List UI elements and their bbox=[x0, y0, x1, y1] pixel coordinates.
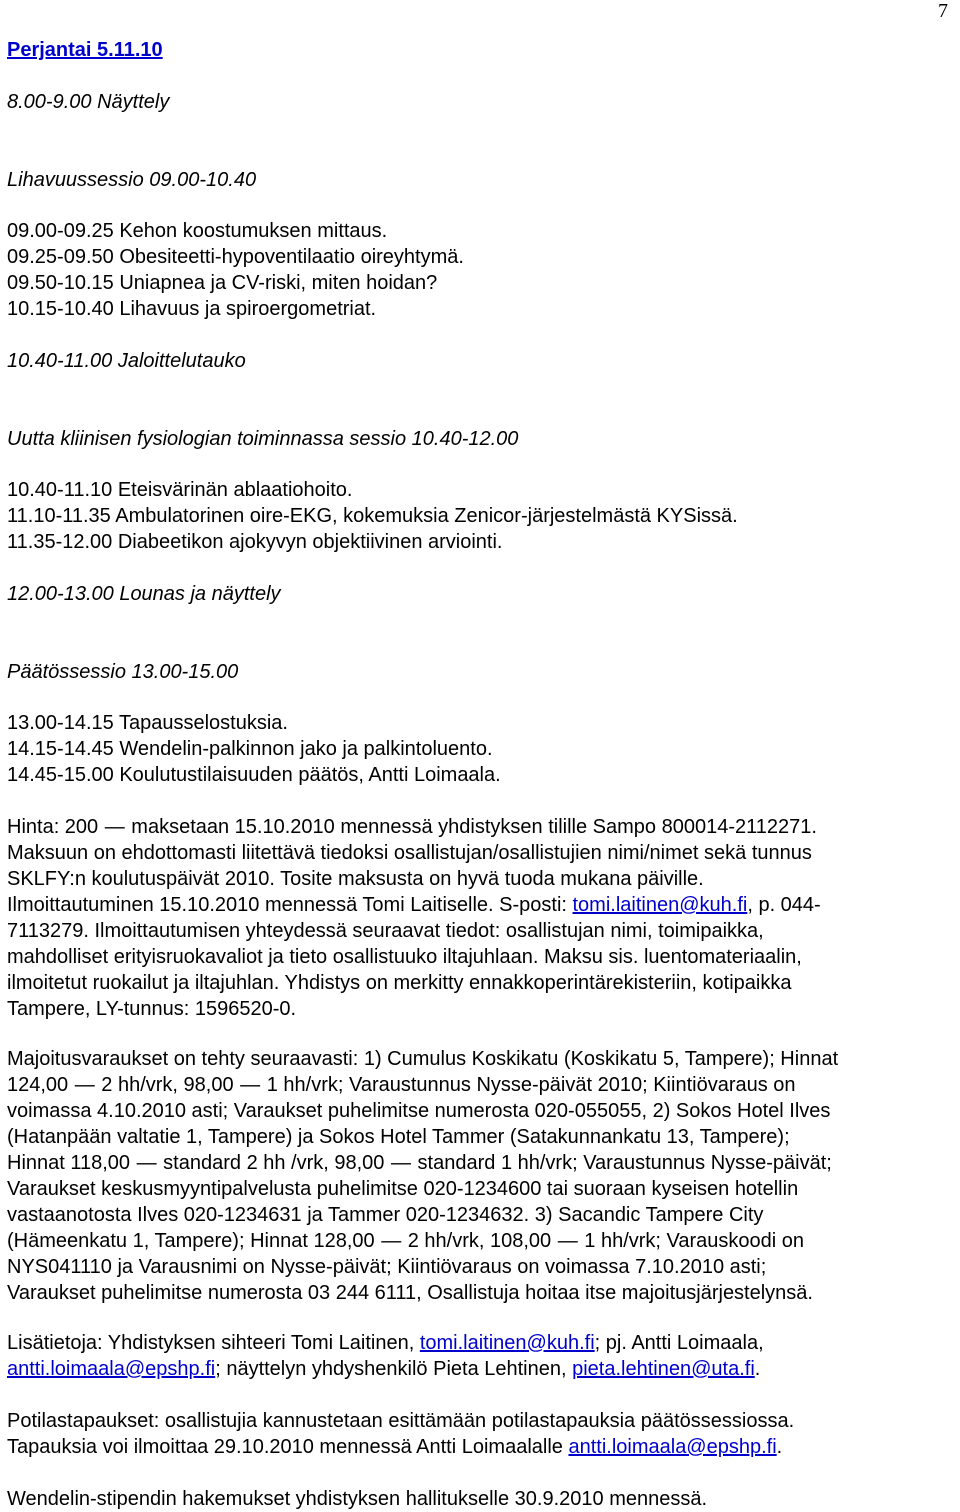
paragraph-line: NYS041110 ja Varausnimi on Nysse-päivät; Kiintiövaraus on voimassa 7.10.2010 asti; bbox=[7, 1256, 767, 1278]
program-item: 10.40-11.10 Eteisvärinän ablaatiohoito. bbox=[7, 479, 353, 501]
contact-line: antti.loimaala@epshp.fi; näyttelyn yhdyshenkilö Pieta Lehtinen, pieta.lehtinen@uta.fi. bbox=[7, 1358, 761, 1380]
paragraph-line: (Hatanpään valtatie 1, Tampere) ja Sokos Hotel Tammer (Satakunnankatu 13, Tampere); bbox=[7, 1126, 790, 1148]
program-item: 14.15-14.45 Wendelin-palkinnon jako ja palkintoluento. bbox=[7, 738, 493, 760]
program-item: 09.00-09.25 Kehon koostumuksen mittaus. bbox=[7, 220, 388, 242]
paragraph-line: Varaukset puhelimitse numerosta 03 244 6111, Osallistuja hoitaa itse majoitusjärjestelynsä. bbox=[7, 1282, 813, 1304]
paragraph-line: SKLFY:n koulutuspäivät 2010. Tosite maksusta on hyvä tuoda mukana päiville. bbox=[7, 868, 704, 890]
euro-dash-icon: — bbox=[136, 1152, 157, 1174]
paragraph-line: voimassa 4.10.2010 asti; Varaukset puhelimitse numerosta 020-055055, 2) Sokos Hotel Ilves bbox=[7, 1100, 831, 1122]
paragraph-line: ilmoitetut ruokailut ja iltajuhlan. Yhdistys on merkitty ennakkoperintärekisteriin, kotipaikka bbox=[7, 972, 792, 994]
paragraph-line: Maksuun on ehdottomasti liitettävä tiedoksi osallistujan/osallistujien nimi/nimet sekä tunnus bbox=[7, 842, 812, 864]
euro-dash-icon: — bbox=[104, 816, 125, 838]
euro-dash-icon: — bbox=[557, 1230, 578, 1252]
paragraph-line: Varaukset keskusmyyntipalvelusta puhelimitse 020-1234600 tai suoraan kyseisen hotellin bbox=[7, 1178, 799, 1200]
paragraph-line: vastaanotosta Ilves 020-1234631 ja Tammer 020-1234632. 3) Sacandic Tampere City bbox=[7, 1204, 764, 1226]
paragraph-line: Tampere, LY-tunnus: 1596520-0. bbox=[7, 998, 297, 1020]
program-item: 11.35-12.00 Diabeetikon ajokyvyn objektiivinen arviointi. bbox=[7, 531, 503, 553]
lunch-slot: 12.00-13.00 Lounas ja näyttely bbox=[7, 583, 281, 605]
registration-line: Ilmoittautuminen 15.10.2010 mennessä Tomi Laitiselle. S-posti: tomi.laitinen@kuh.fi, p. 044- bbox=[7, 894, 821, 916]
exhibition-slot: 8.00-9.00 Näyttely bbox=[7, 91, 170, 113]
paragraph-line: mahdolliset erityisruokavaliot ja tieto osallistuuko iltajuhlaan. Maksu sis. luentomateriaalin, bbox=[7, 946, 802, 968]
price-line: Hinnat 118,00 — standard 2 hh /vrk, 98,00 — standard 1 hh/vrk; Varaustunnus Nysse-päivät; bbox=[7, 1152, 832, 1174]
program-item: 09.50-10.15 Uniapnea ja CV-riski, miten hoidan? bbox=[7, 272, 438, 294]
euro-dash-icon: — bbox=[391, 1152, 411, 1174]
euro-dash-icon: — bbox=[74, 1074, 95, 1096]
email-link[interactable]: tomi.laitinen@kuh.fi bbox=[419, 1332, 595, 1354]
session-title: Päätössessio 13.00-15.00 bbox=[7, 661, 239, 683]
page-number: 7 bbox=[938, 0, 948, 22]
session-title: Uutta kliinisen fysiologian toiminnassa sessio 10.40-12.00 bbox=[7, 428, 519, 450]
program-item: 11.10-11.35 Ambulatorinen oire-EKG, kokemuksia Zenicor-järjestelmästä KYSissä. bbox=[7, 505, 738, 527]
price-line: (Hämeenkatu 1, Tampere); Hinnat 128,00 — 2 hh/vrk, 108,00 — 1 hh/vrk; Varauskoodi on bbox=[7, 1230, 805, 1252]
euro-dash-icon: — bbox=[381, 1230, 402, 1252]
paragraph-line: 7113279. Ilmoittautumisen yhteydessä seuraavat tiedot: osallistujan nimi, toimipaikka, bbox=[7, 920, 764, 942]
email-link[interactable]: tomi.laitinen@kuh.fi bbox=[572, 894, 748, 916]
paragraph-line: Majoitusvaraukset on tehty seuraavasti: 1) Cumulus Koskikatu (Koskikatu 5, Tampere); Hinnat bbox=[7, 1048, 839, 1070]
cases-line: Tapauksia voi ilmoittaa 29.10.2010 mennessä Antti Loimaalalle antti.loimaala@epshp.fi. bbox=[7, 1436, 783, 1458]
day-heading: Perjantai 5.11.10 bbox=[7, 39, 163, 61]
grant-notice: Wendelin-stipendin hakemukset yhdistyksen hallitukselle 30.9.2010 mennessä. bbox=[7, 1488, 708, 1510]
program-item: 13.00-14.15 Tapausselostuksia. bbox=[7, 712, 288, 734]
price-line: 124,00 — 2 hh/vrk, 98,00 — 1 hh/vrk; Varaustunnus Nysse-päivät 2010; Kiintiövaraus on bbox=[7, 1074, 796, 1096]
email-link[interactable]: antti.loimaala@epshp.fi bbox=[7, 1358, 216, 1380]
contact-line: Lisätietoja: Yhdistyksen sihteeri Tomi Laitinen, tomi.laitinen@kuh.fi; pj. Antti Loimaala, bbox=[7, 1332, 764, 1354]
session-title: Lihavuussessio 09.00-10.40 bbox=[7, 169, 257, 191]
paragraph-line: Potilastapaukset: osallistujia kannustetaan esittämään potilastapauksia päätössessiossa. bbox=[7, 1410, 795, 1432]
price-line: Hinta: 200 — maksetaan 15.10.2010 mennessä yhdistyksen tilille Sampo 800014-2112271. bbox=[7, 816, 817, 838]
break-slot: 10.40-11.00 Jaloittelutauko bbox=[7, 350, 246, 372]
program-item: 10.15-10.40 Lihavuus ja spiroergometriat. bbox=[7, 298, 377, 320]
email-link[interactable]: antti.loimaala@epshp.fi bbox=[568, 1436, 777, 1458]
program-item: 09.25-09.50 Obesiteetti-hypoventilaatio oireyhtymä. bbox=[7, 246, 464, 268]
email-link[interactable]: pieta.lehtinen@uta.fi bbox=[572, 1358, 755, 1380]
euro-dash-icon: — bbox=[240, 1074, 261, 1096]
program-item: 14.45-15.00 Koulutustilaisuuden päätös, Antti Loimaala. bbox=[7, 764, 501, 786]
